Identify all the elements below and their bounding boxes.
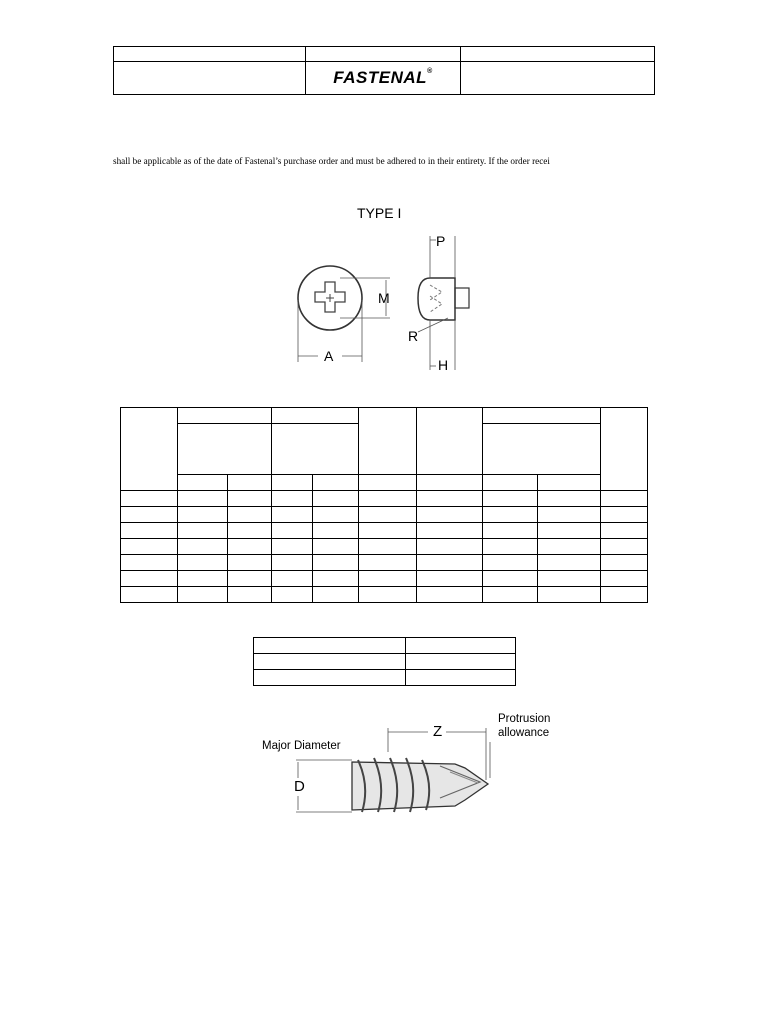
table-cell xyxy=(601,408,648,491)
dimension-table xyxy=(120,407,648,603)
label-d: D xyxy=(294,778,305,795)
header-cell xyxy=(114,62,306,95)
table-cell xyxy=(417,408,483,475)
table-row xyxy=(254,638,516,654)
table-row xyxy=(121,523,648,539)
table-row xyxy=(121,539,648,555)
label-m: M xyxy=(378,290,390,306)
figure-title: TYPE I xyxy=(357,205,402,221)
table-cell xyxy=(313,475,359,491)
fastenal-logo xyxy=(306,68,460,88)
table-cell xyxy=(254,670,406,686)
header-table xyxy=(113,46,655,95)
label-h: H xyxy=(438,357,449,373)
table-row xyxy=(121,555,648,571)
table-cell xyxy=(272,424,359,475)
table-cell xyxy=(406,654,516,670)
notice-text: shall be applicable as of the date of Fastenal’s purchase order and must be adhered to in their entirety. If the order recei xyxy=(113,156,550,166)
label-p: P xyxy=(436,233,446,249)
table-row xyxy=(254,670,516,686)
header-cell xyxy=(306,47,461,62)
header-cell xyxy=(461,47,655,62)
small-table xyxy=(253,637,516,686)
self-drilling-screw-diagram xyxy=(290,720,510,820)
table-cell xyxy=(254,638,406,654)
label-z: Z xyxy=(433,723,443,740)
header-cell xyxy=(461,62,655,95)
table-cell xyxy=(272,475,313,491)
table-cell xyxy=(538,475,601,491)
protrusion-label-line2: allowance xyxy=(498,727,550,739)
table-cell xyxy=(228,475,272,491)
table-cell xyxy=(406,670,516,686)
table-cell xyxy=(417,475,483,491)
table-cell xyxy=(178,408,272,424)
protrusion-label-line1: Protrusion xyxy=(498,713,551,725)
table-cell xyxy=(483,408,601,424)
table-cell xyxy=(359,408,417,475)
table-cell xyxy=(272,408,359,424)
table-row xyxy=(121,571,648,587)
logo-registered-mark: ® xyxy=(427,68,433,75)
table-cell xyxy=(254,654,406,670)
table-row xyxy=(121,491,648,507)
label-a: A xyxy=(324,348,334,364)
table-cell xyxy=(178,475,228,491)
table-cell xyxy=(178,424,272,475)
table-cell xyxy=(483,475,538,491)
table-row xyxy=(254,654,516,670)
table-row xyxy=(121,587,648,603)
table-cell xyxy=(483,424,601,475)
table-cell xyxy=(359,475,417,491)
table-cell xyxy=(121,408,178,491)
logo-text: FASTENAL xyxy=(333,68,428,87)
major-diameter-label: Major Diameter xyxy=(262,740,341,752)
label-r: R xyxy=(408,328,419,344)
header-cell xyxy=(114,47,306,62)
table-cell xyxy=(406,638,516,654)
table-row xyxy=(121,507,648,523)
logo-cell xyxy=(306,62,461,95)
